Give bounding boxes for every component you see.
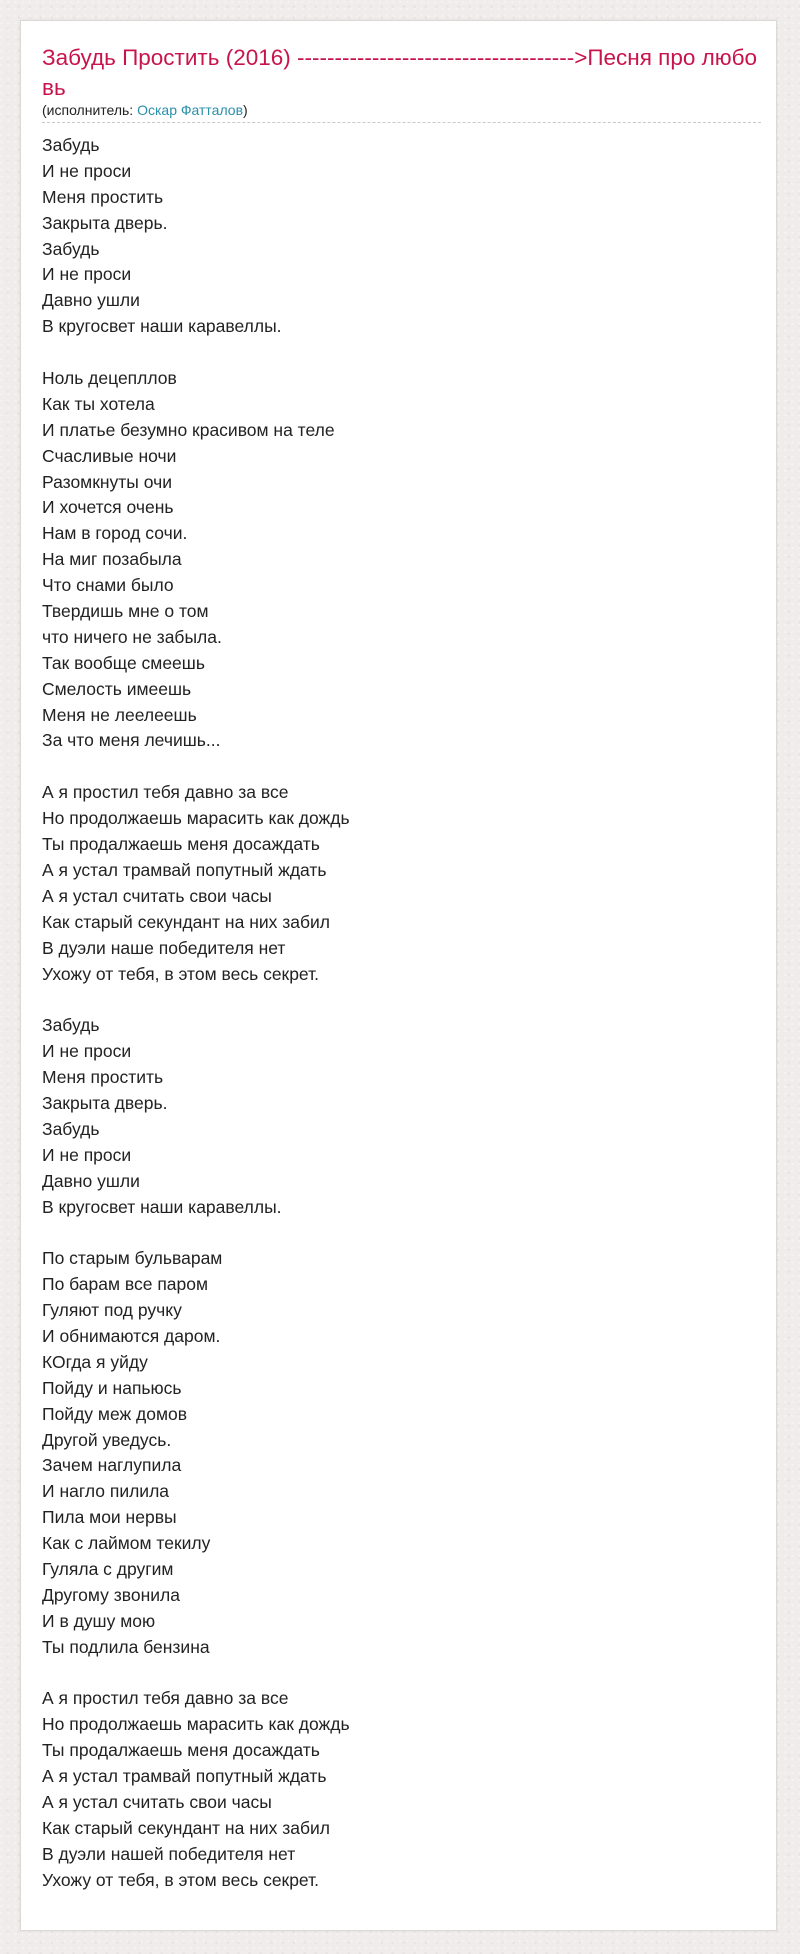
lyrics-card xyxy=(20,20,777,1931)
title-divider xyxy=(42,122,761,123)
lyric-line: А я устал трамвай попутный ждать xyxy=(42,859,327,880)
lyric-line: Закрыта дверь. xyxy=(42,1092,168,1113)
lyric-line: Давно ушли xyxy=(42,290,140,311)
lyric-line: И платье безумно красивом на теле xyxy=(42,419,335,440)
lyric-line: Закрыта дверь. xyxy=(42,212,168,233)
performer-line xyxy=(42,101,248,119)
lyric-line: Забудь xyxy=(42,135,100,155)
stanza-break xyxy=(42,754,761,780)
stanza-break xyxy=(42,987,761,1013)
lyric-line: Другому звонила xyxy=(42,1584,180,1605)
lyric-line: В кругосвет наши каравеллы. xyxy=(42,316,282,337)
stanza-break xyxy=(42,1220,761,1246)
lyric-line: Ты продалжаешь меня досаждать xyxy=(42,1740,320,1761)
performer-prefix: (исполнитель: xyxy=(42,102,138,118)
lyric-line: Пила мои нервы xyxy=(42,1507,177,1528)
lyric-line: Нам в город сочи. xyxy=(42,523,188,544)
lyric-line: Зачем наглупила xyxy=(42,1455,182,1476)
lyric-line: И в душу мою xyxy=(42,1610,156,1631)
lyric-line: И не проси xyxy=(42,264,132,285)
lyric-line: А я простил тебя давно за все xyxy=(42,782,289,803)
lyrics-text xyxy=(42,133,761,1894)
lyric-line: Как старый секундант на них забил xyxy=(42,911,331,932)
lyric-line: И не проси xyxy=(42,1041,132,1062)
lyric-line: В дуэли нашей победителя нет xyxy=(42,1843,296,1864)
lyric-line: А я устал трамвай попутный ждать xyxy=(42,1766,327,1787)
lyric-line: И нагло пилила xyxy=(42,1481,170,1502)
lyric-line: Как с лаймом текилу xyxy=(42,1533,211,1554)
lyric-line: Разомкнуты очи xyxy=(42,471,172,492)
lyric-line: Ноль децепллов xyxy=(42,368,177,389)
lyric-line: Как ты хотела xyxy=(42,393,155,414)
lyric-line: И обнимаются даром. xyxy=(42,1325,221,1346)
lyric-line: Меня не леелеешь xyxy=(42,704,197,725)
lyric-line: И хочется очень xyxy=(42,497,174,518)
stanza-break xyxy=(42,1661,761,1687)
lyric-line: И не проси xyxy=(42,1144,132,1165)
lyric-line: Давно ушли xyxy=(42,1170,140,1191)
lyric-line: Так вообще смеешь xyxy=(42,652,205,673)
lyric-line: И не проси xyxy=(42,160,132,181)
lyric-line: что ничего не забыла. xyxy=(42,626,222,647)
lyric-line: А я устал считать свои часы xyxy=(42,885,272,906)
lyric-line: Забудь xyxy=(42,1015,100,1036)
lyric-line: Ты подлила бензина xyxy=(42,1636,210,1657)
lyric-line: Пойду и напьюсь xyxy=(42,1377,182,1398)
lyric-line: Ухожу от тебя, в этом весь секрет. xyxy=(42,1869,320,1890)
lyric-line: Забудь xyxy=(42,238,100,259)
lyric-line: Ты продалжаешь меня досаждать xyxy=(42,834,320,855)
lyric-line: Но продолжаешь марасить как дождь xyxy=(42,808,350,829)
lyric-line: Меня простить xyxy=(42,186,164,207)
lyric-line: По барам все паром xyxy=(42,1274,209,1295)
lyric-line: А я устал считать свои часы xyxy=(42,1792,272,1812)
lyric-line: Смелость имеешь xyxy=(42,678,192,699)
lyric-line: КОгда я уйду xyxy=(42,1351,148,1372)
lyric-line: В дуэли наше победителя нет xyxy=(42,937,286,958)
lyric-line: Меня простить xyxy=(42,1067,164,1088)
lyric-line: На миг позабыла xyxy=(42,549,182,570)
lyric-line: Другой уведусь. xyxy=(42,1429,172,1450)
song-title: Забудь Простить (2016) ------------------------------------->Песня про любовь xyxy=(42,45,758,100)
lyric-line: Гуляют под ручку xyxy=(42,1300,182,1321)
lyric-line: Как старый секундант на них забил xyxy=(42,1817,331,1838)
lyric-line: В кругосвет наши каравеллы. xyxy=(42,1196,282,1217)
lyric-line: По старым бульварам xyxy=(42,1248,223,1269)
lyric-line: Что снами было xyxy=(42,575,174,596)
performer-link[interactable]: Оскар Фатталов xyxy=(137,102,244,118)
lyric-line: Твердишь мне о том xyxy=(42,601,209,622)
stanza-break xyxy=(42,340,761,366)
lyric-line: Счасливые ночи xyxy=(42,445,177,466)
lyric-line: Забудь xyxy=(42,1118,100,1139)
lyric-line: А я простил тебя давно за все xyxy=(42,1688,289,1709)
lyric-line: За что меня лечишь... xyxy=(42,730,221,751)
performer-suffix: ) xyxy=(243,102,248,118)
lyric-line: Пойду меж домов xyxy=(42,1403,188,1424)
lyric-line: Но продолжаешь марасить как дождь xyxy=(42,1714,350,1735)
lyric-line: Гуляла с другим xyxy=(42,1558,174,1579)
lyric-line: Ухожу от тебя, в этом весь секрет. xyxy=(42,963,320,984)
